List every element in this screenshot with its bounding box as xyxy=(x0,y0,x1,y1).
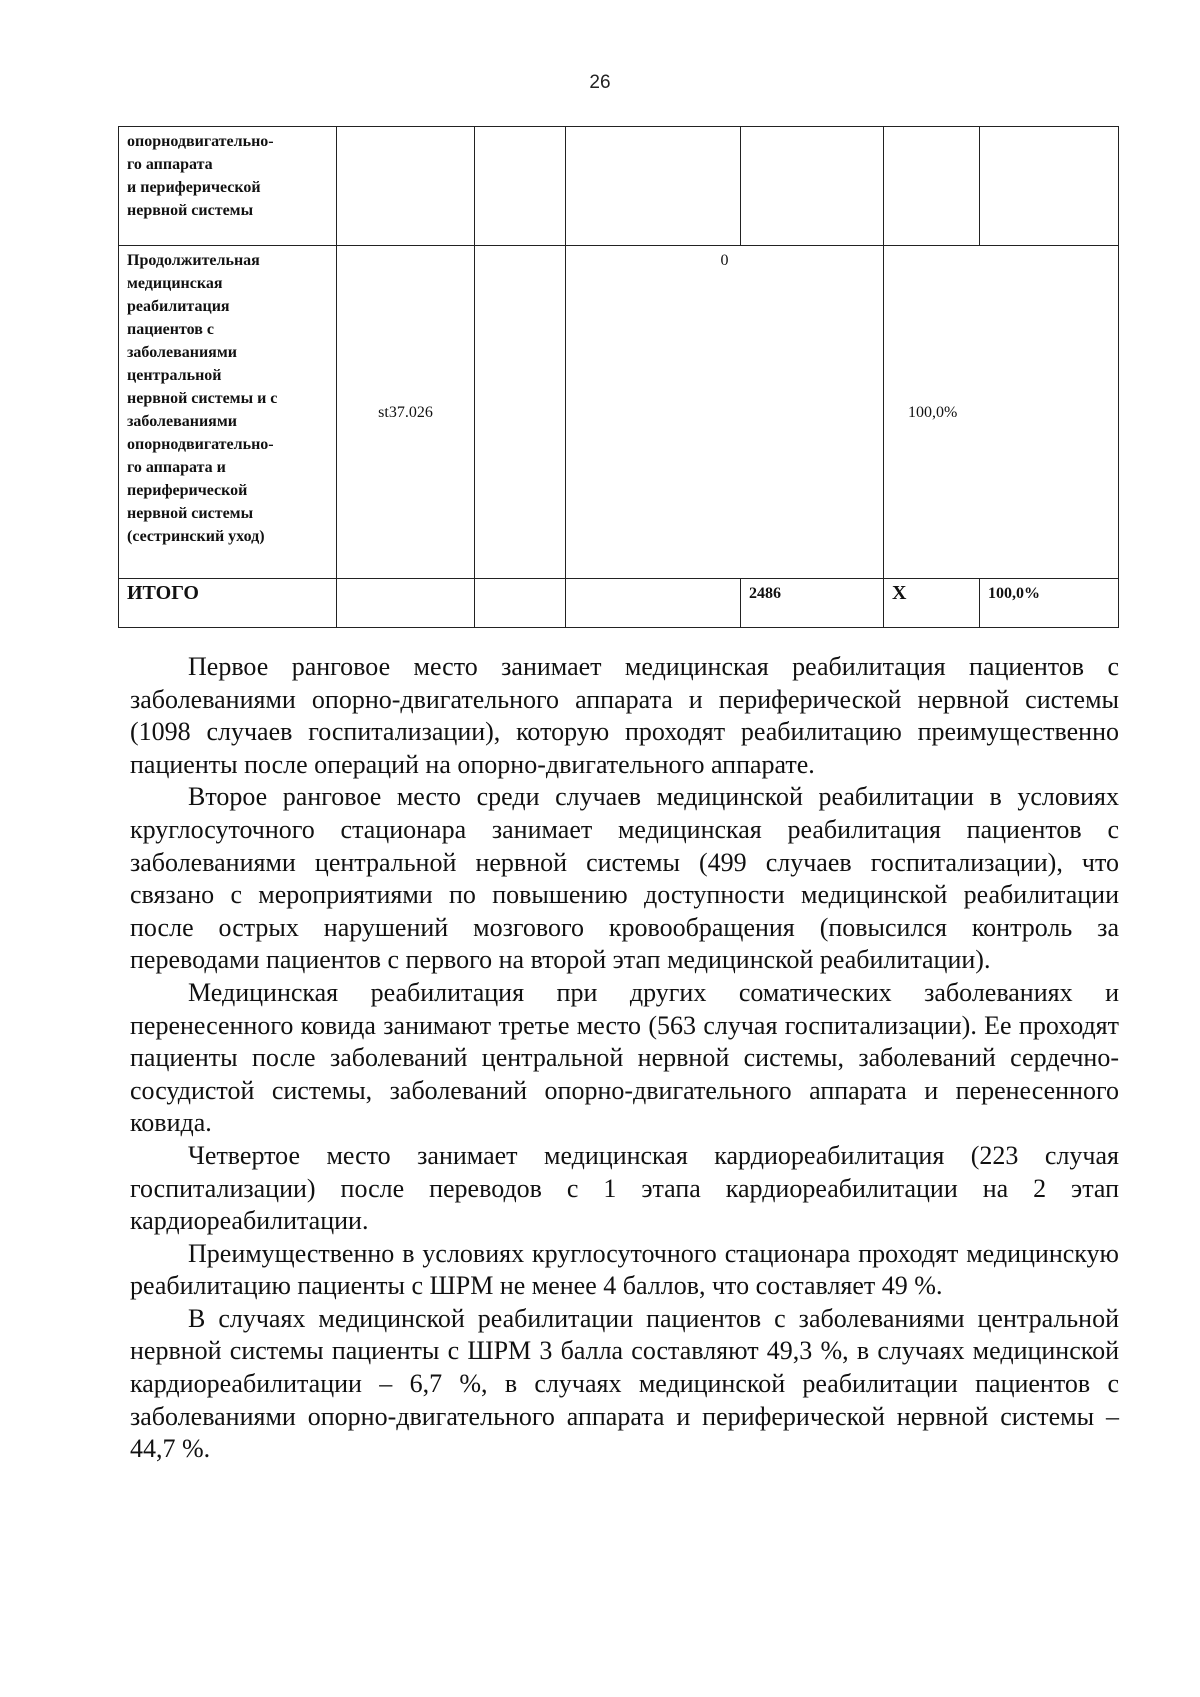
empty-cell xyxy=(741,127,884,246)
body-text xyxy=(130,651,1119,1466)
rehabilitation-table xyxy=(118,126,1119,628)
empty-cell xyxy=(980,127,1119,246)
row-name-cell: опорнодвигательно- го аппарата и периферической нервной системы xyxy=(119,127,337,246)
paragraph: Второе ранговое место среди случаев медицинской реабилитации в условиях круглосуточного стационара занимает медицинская реабилитация пациентов с заболеваниями центральной нервной системы (499 случаев госпитализации), что связано с мероприятиями по повышению доступности медицинской реабилитации после острых нарушений мозгового кровообращения (повысился контроль за переводами пациентов с первого на второй этап медицинской реабилитации). xyxy=(130,782,1119,975)
paragraph: Преимущественно в условиях круглосуточного стационара проходят медицинскую реабилитацию пациенты с ШРМ не менее 4 баллов, что составляет 49 %. xyxy=(130,1238,1119,1301)
code-cell: st37.026 xyxy=(337,246,475,579)
paragraph: Четвертое место занимает медицинская кардиореабилитация (223 случая госпитализации) после переводов с 1 этапа кардиореабилитации на 2 этап кардиореабилитации. xyxy=(130,1140,1119,1236)
total-count-cell: 2486 xyxy=(741,579,884,628)
empty-cell xyxy=(475,246,566,579)
percent-cell: 100,0% xyxy=(884,246,1119,579)
row-name-cell: Продолжительная медицинская реабилитация пациентов с заболеваниями центральной нервной системы и с заболеваниями опорнодвигательно- го аппарата и периферической нервной системы (сестринский уход) xyxy=(119,246,337,579)
table-row xyxy=(119,579,1119,628)
empty-cell xyxy=(884,127,980,246)
empty-cell xyxy=(337,127,475,246)
paragraph: Первое ранговое место занимает медицинская реабилитация пациентов с заболеваниями опорно-двигательного аппарата и периферической нервной системы (1098 случаев госпитализации), которую проходят реабилитацию преимущественно пациенты после операций на опорно-двигательного аппарате. xyxy=(130,652,1119,779)
total-label-cell: ИТОГО xyxy=(119,579,337,628)
table-row xyxy=(119,127,1119,246)
empty-cell xyxy=(566,579,741,628)
empty-cell xyxy=(475,579,566,628)
empty-cell xyxy=(475,127,566,246)
total-percent-cell: 100,0% xyxy=(980,579,1119,628)
empty-cell xyxy=(566,127,741,246)
empty-cell xyxy=(337,579,475,628)
total-x-cell: Х xyxy=(884,579,980,628)
paragraph: Медицинская реабилитация при других соматических заболеваниях и перенесенного ковида занимают третье место (563 случая госпитализации). Ее проходят пациенты после заболеваний центральной нервной системы, заболеваний сердечно-сосудистой системы, заболеваний опорно-двигательного аппарата и перенесенного ковида. xyxy=(130,977,1119,1138)
table-row xyxy=(119,246,1119,579)
page-number: 26 xyxy=(589,72,611,93)
count-cell: 0 xyxy=(566,246,884,579)
paragraph: В случаях медицинской реабилитации пациентов с заболеваниями центральной нервной системы пациенты с ШРМ 3 балла составляют 49,3 %, в случаях медицинской кардиореабилитации – 6,7 %, в случаях медицинской реабилитации пациентов с заболеваниями опорно-двигательного аппарата и периферической нервной системы – 44,7 %. xyxy=(130,1303,1119,1464)
